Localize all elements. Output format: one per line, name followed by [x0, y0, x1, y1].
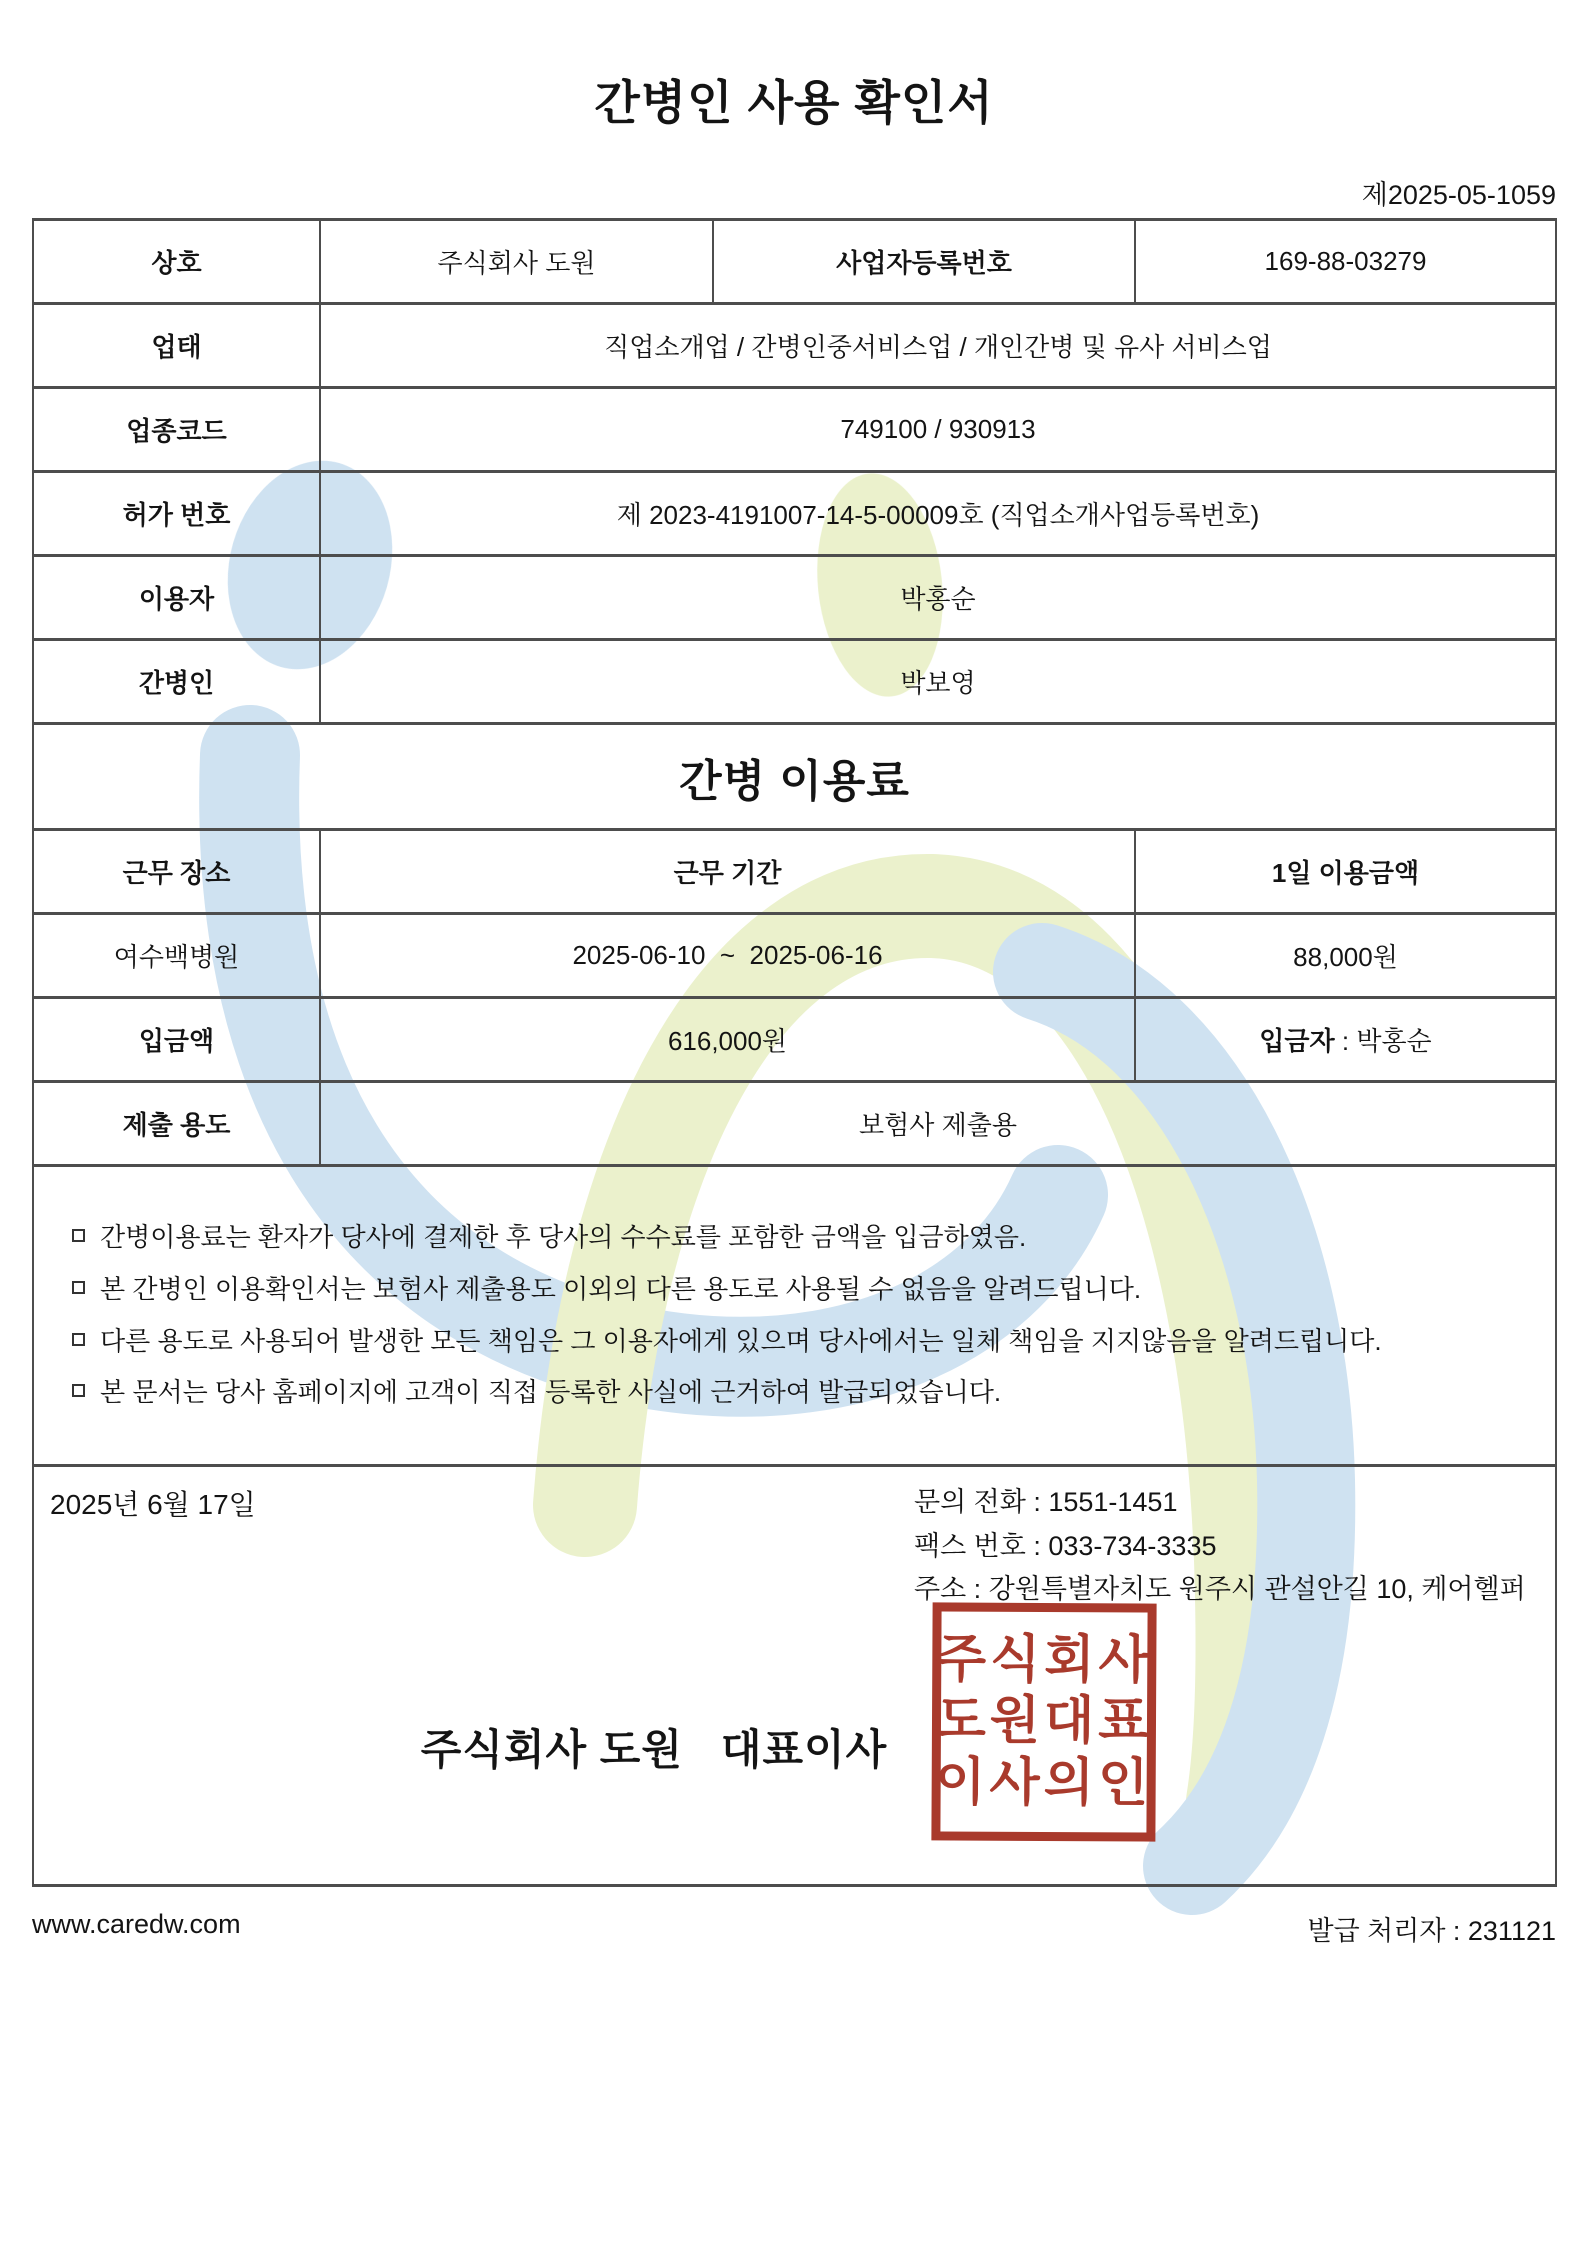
contact-address: 주소 : 강원특별자치도 원주시 관설안길 10, 케어헬퍼: [914, 1574, 1526, 1605]
label-industry-code: 업종코드: [33, 388, 320, 472]
value-deposit-amount: 616,000원: [320, 998, 1135, 1082]
contact-fax: 팩스 번호 : 033-734-3335: [914, 1530, 1217, 1561]
value-industry-code: 749100 / 930913: [320, 388, 1556, 472]
contact-block: [914, 1481, 1526, 1612]
square-bullet-icon: [72, 1384, 85, 1397]
notes-row: [33, 1166, 1556, 1466]
value-business-reg-no: 169-88-03279: [1135, 220, 1556, 304]
header-daily-fee: 1일 이용금액: [1135, 830, 1556, 914]
notes-list: [64, 1219, 1535, 1412]
stamp-text-line: 이사의인: [935, 1753, 1153, 1813]
value-depositor: [1135, 998, 1556, 1082]
table-row: [33, 556, 1556, 640]
header-work-period: 근무 기간: [320, 830, 1135, 914]
label-business-type: 업태: [33, 304, 320, 388]
table-row: [33, 640, 1556, 724]
document-title: 간병인 사용 확인서: [594, 76, 994, 129]
confirmation-table: [32, 218, 1557, 1887]
stamp-text-line: 도원대표: [935, 1691, 1153, 1751]
note-text: 본 간병인 이용확인서는 보험사 제출용도 이외의 다른 용도로 사용될 수 없음을 알려드립니다.: [100, 1273, 1142, 1304]
label-depositor: 입금자: [1259, 1026, 1335, 1056]
value-license-number: 제 2023-4191007-14-5-00009호 (직업소개사업등록번호): [320, 472, 1556, 556]
fee-data-row: [33, 914, 1556, 998]
note-item: [64, 1374, 1535, 1412]
value-company-name: 주식회사 도원: [320, 220, 713, 304]
fee-section-title-row: [33, 724, 1556, 830]
document-number: 제2025-05-1059: [1361, 180, 1556, 210]
page-footer: [32, 1909, 1556, 1948]
deposit-row: [33, 998, 1556, 1082]
label-company-name: 상호: [33, 220, 320, 304]
header-work-place: 근무 장소: [33, 830, 320, 914]
issue-row: [33, 1466, 1556, 1886]
value-user: 박홍순: [320, 556, 1556, 640]
depositor-name: : 박홍순: [1334, 1026, 1432, 1056]
table-row: [33, 220, 1556, 304]
label-user: 이용자: [33, 556, 320, 640]
issue-date: 2025년 6월 17일: [50, 1489, 256, 1520]
note-text: 간병이용료는 환자가 당사에 결제한 후 당사의 수수료를 포함한 금액을 입금하였음.: [100, 1222, 1027, 1253]
label-submission-purpose: 제출 용도: [33, 1082, 320, 1166]
square-bullet-icon: [72, 1229, 85, 1242]
note-item: [64, 1271, 1535, 1309]
square-bullet-icon: [72, 1281, 85, 1294]
value-daily-fee: 88,000원: [1135, 914, 1556, 998]
table-row: [33, 388, 1556, 472]
corporate-seal-stamp: [931, 1602, 1156, 1841]
note-text: 본 문서는 당사 홈페이지에 고객이 직접 등록한 사실에 근거하여 발급되었습니다.: [100, 1377, 1002, 1408]
notes-cell: [33, 1166, 1556, 1466]
value-work-place: 여수백병원: [33, 914, 320, 998]
value-work-period: 2025-06-10 ~ 2025-06-16: [320, 914, 1135, 998]
label-license-number: 허가 번호: [33, 472, 320, 556]
label-business-reg-no: 사업자등록번호: [713, 220, 1135, 304]
square-bullet-icon: [72, 1333, 85, 1346]
value-caregiver: 박보영: [320, 640, 1556, 724]
issuer-id: 발급 처리자 : 231121: [1307, 1916, 1556, 1946]
contact-phone: 문의 전화 : 1551-1451: [914, 1487, 1178, 1517]
company-signature: 주식회사 도원 대표이사: [420, 1726, 888, 1773]
fee-section-title: 간병 이용료: [33, 724, 1556, 830]
note-text: 다른 용도로 사용되어 발생한 모든 책임은 그 이용자에게 있으며 당사에서는 일체 책임을 지지않음을 알려드립니다.: [100, 1325, 1382, 1356]
issue-cell: [33, 1466, 1556, 1886]
website-url: www.caredw.com: [32, 1909, 241, 1939]
note-item: [64, 1323, 1535, 1361]
fee-header-row: [33, 830, 1556, 914]
label-caregiver: 간병인: [33, 640, 320, 724]
value-business-type: 직업소개업 / 간병인중서비스업 / 개인간병 및 유사 서비스업: [320, 304, 1556, 388]
value-submission-purpose: 보험사 제출용: [320, 1082, 1556, 1166]
stamp-text-line: 주식회사: [935, 1630, 1153, 1690]
purpose-row: [33, 1082, 1556, 1166]
table-row: [33, 304, 1556, 388]
table-row: [33, 472, 1556, 556]
label-deposit-amount: 입금액: [33, 998, 320, 1082]
note-item: [64, 1219, 1535, 1257]
